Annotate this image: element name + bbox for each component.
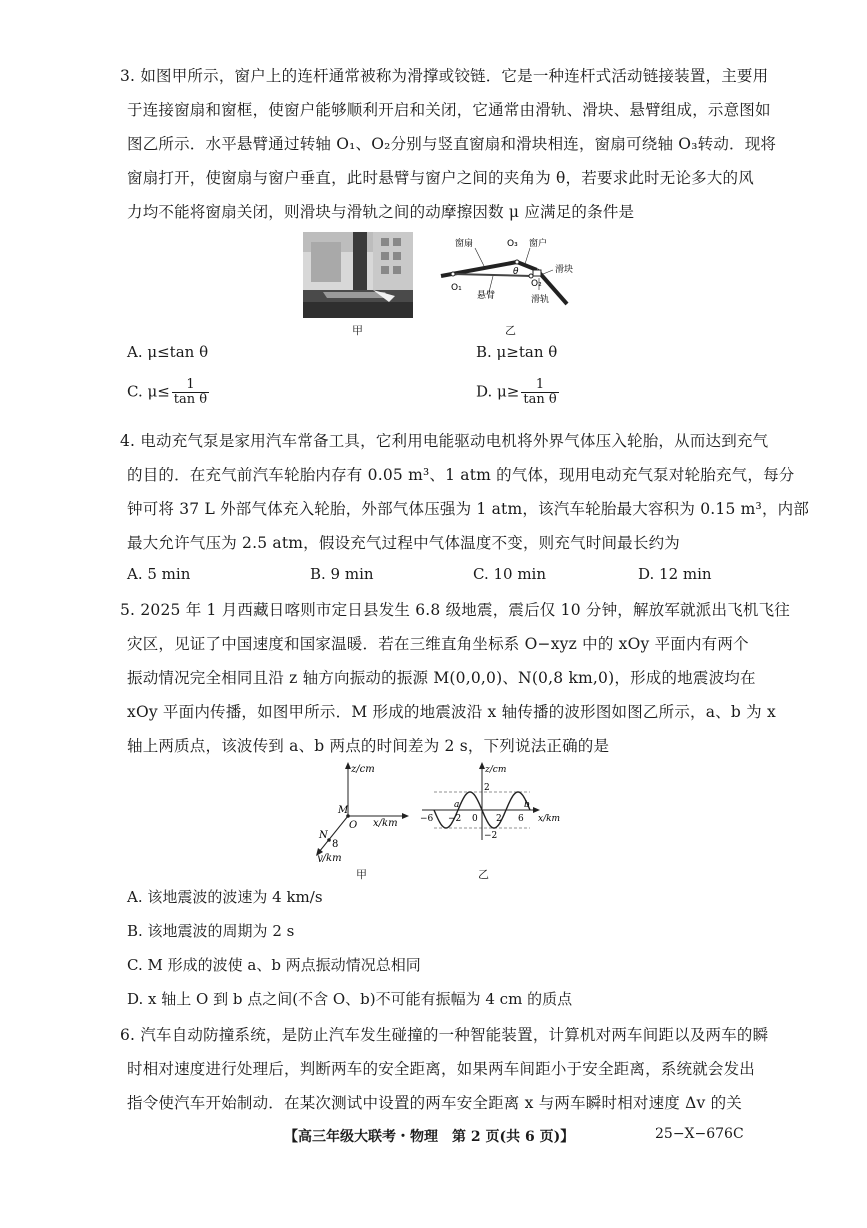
fraction-numerator: 1 bbox=[521, 378, 558, 393]
fraction-denominator: tan θ bbox=[173, 392, 208, 407]
q5-figure-jia-axes bbox=[305, 760, 415, 862]
q5-jia-o-label: O bbox=[349, 820, 358, 831]
q4-option-d: D. 12 min bbox=[638, 565, 712, 583]
q5-jia-z-label: z/cm bbox=[351, 764, 375, 775]
q5-yi-tick-2: 2 bbox=[484, 783, 490, 793]
q4-line-4: 最大允许气压为 2.5 atm，假设充气过程中气体温度不变，则充气时间最长约为 bbox=[127, 534, 680, 552]
q5-line-3: 振动情况完全相同且沿 z 轴方向振动的振源 M(0,0,0)、N(0,8 km,0)，形成的地震波均在 bbox=[127, 669, 756, 687]
q5-option-b: B. 该地震波的周期为 2 s bbox=[127, 922, 295, 940]
q3-figure-jia-photo bbox=[303, 232, 413, 318]
q3-label-o2: O₂ bbox=[531, 279, 542, 289]
q3-line-3: 图乙所示．水平悬臂通过转轴 O₁、O₂分别与竖直窗扇和滑块相连，窗扇可绕轴 O₃转动．现将 bbox=[127, 135, 777, 153]
q5-figure-yi-wave bbox=[420, 760, 580, 850]
q3-label-xuanbi: 悬臂 bbox=[477, 291, 496, 301]
page-footer-code: 25−X−676C bbox=[655, 1126, 744, 1142]
q4-option-b: B. 9 min bbox=[310, 565, 374, 583]
q5-jia-n-label: N bbox=[319, 830, 328, 841]
q5-line-1: 5. 2025 年 1 月西藏日喀则市定日县发生 6.8 级地震，震后仅 10 分钟，解放军就派出飞机飞往 bbox=[120, 601, 790, 619]
q5-line-4: xOy 平面内传播，如图甲所示．M 形成的地震波沿 x 轴传播的波形图如图乙所示，a、b 为 x bbox=[127, 703, 776, 721]
q5-option-d: D. x 轴上 O 到 b 点之间(不含 O、b)不可能有振幅为 4 cm 的质点 bbox=[127, 990, 573, 1008]
q3-option-a: A. μ≤tan θ bbox=[127, 343, 209, 361]
q3-option-c-prefix: C. μ≤ bbox=[127, 382, 170, 401]
q3-option-b: B. μ≥tan θ bbox=[476, 343, 558, 361]
q5-yi-a-label: a bbox=[454, 800, 460, 810]
q3-option-d bbox=[476, 378, 559, 407]
q5-yi-tick-m2: −2 bbox=[484, 831, 498, 841]
q3-line-2: 于连接窗扇和窗框，使窗户能够顺利开启和关闭，它通常由滑轨、滑块、悬臂组成，示意图如 bbox=[127, 101, 771, 119]
q5-option-c: C. M 形成的波使 a、b 两点振动情况总相同 bbox=[127, 956, 421, 974]
q4-line-3: 钟可将 37 L 外部气体充入轮胎，外部气体压强为 1 atm，该汽车轮胎最大容积为 0.15 m³，内部 bbox=[127, 500, 810, 518]
q3-option-c bbox=[127, 378, 209, 407]
q5-yi-tick-x-3: 2 bbox=[496, 814, 502, 824]
q4-option-a: A. 5 min bbox=[127, 565, 191, 583]
q5-line-2: 灾区，见证了中国速度和国家温暖．若在三维直角坐标系 O−xyz 中的 xOy 平面内有两个 bbox=[127, 635, 749, 653]
q3-option-c-fraction bbox=[172, 378, 209, 407]
q5-jia-y-label: y/km bbox=[317, 853, 342, 862]
q3-line-1: 3. 如图甲所示，窗户上的连杆通常被称为滑撑或铰链．它是一种连杆式活动链接装置，主要用 bbox=[120, 67, 769, 85]
q4-line-2: 的目的．在充气前汽车轮胎内存有 0.05 m³、1 atm 的气体，现用电动充气泵对轮胎充气，每分 bbox=[127, 466, 795, 484]
q3-option-d-fraction bbox=[521, 378, 558, 407]
fraction-numerator: 1 bbox=[172, 378, 209, 393]
q5-jia-8-label: 8 bbox=[332, 839, 339, 850]
q5-yi-x-label: x/km bbox=[538, 814, 561, 824]
q6-line-2: 时相对速度进行处理后，判断两车的安全距离，如果两车间距小于安全距离，系统就会发出 bbox=[127, 1060, 756, 1078]
q5-jia-m-label: M bbox=[338, 805, 349, 816]
q5-caption-jia: 甲 bbox=[356, 868, 367, 881]
fraction-denominator: tan θ bbox=[523, 392, 557, 407]
q6-line-1: 6. 汽车自动防撞系统，是防止汽车发生碰撞的一种智能装置，计算机对两车间距以及两车的瞬 bbox=[120, 1026, 769, 1044]
q3-label-huakuai: 滑块 bbox=[555, 265, 574, 275]
q3-option-d-prefix: D. μ≥ bbox=[476, 382, 520, 401]
page-footer-title: 【高三年级大联考・物理 第 2 页(共 6 页)】 bbox=[284, 1129, 575, 1145]
q4-line-1: 4. 电动充气泵是家用汽车常备工具，它利用电能驱动电机将外界气体压入轮胎，从而达到充气 bbox=[120, 432, 769, 450]
q5-yi-z-label: z/cm bbox=[485, 765, 507, 775]
q3-label-theta: θ bbox=[513, 267, 519, 277]
q4-option-c: C. 10 min bbox=[473, 565, 547, 583]
q3-label-huagui: 滑轨 bbox=[531, 295, 550, 305]
q3-figure-yi-diagram bbox=[435, 234, 595, 320]
q5-yi-b-label: b bbox=[524, 800, 530, 810]
q3-caption-jia: 甲 bbox=[352, 324, 363, 337]
q5-line-5: 轴上两质点，该波传到 a、b 两点的时间差为 2 s，下列说法正确的是 bbox=[127, 737, 610, 755]
q5-yi-tick-x-1: −2 bbox=[448, 814, 462, 824]
q5-yi-tick-x-0: −6 bbox=[420, 814, 434, 824]
q5-option-a: A. 该地震波的波速为 4 km/s bbox=[127, 888, 323, 906]
q5-yi-tick-x-2: 0 bbox=[472, 814, 478, 824]
q6-line-3: 指令使汽车开始制动．在某次测试中设置的两车安全距离 x 与两车瞬时相对速度 Δv 的关 bbox=[127, 1094, 743, 1112]
q3-line-4: 窗扇打开，使窗扇与窗户垂直，此时悬臂与窗户之间的夹角为 θ，若要求此时无论多大的风 bbox=[127, 169, 754, 187]
q3-caption-yi: 乙 bbox=[505, 324, 516, 337]
q5-caption-yi: 乙 bbox=[478, 868, 489, 881]
q3-label-o1: O₁ bbox=[451, 283, 462, 293]
q3-label-o3: O₃ bbox=[507, 239, 518, 249]
q3-label-chuanghu: 窗户 bbox=[529, 239, 548, 249]
q3-label-chuangshan: 窗扇 bbox=[455, 239, 474, 249]
q5-jia-x-label: x/km bbox=[373, 818, 398, 829]
q3-line-5: 力均不能将窗扇关闭，则滑块与滑轨之间的动摩擦因数 μ 应满足的条件是 bbox=[127, 203, 635, 221]
q5-yi-tick-x-4: 6 bbox=[518, 814, 524, 824]
